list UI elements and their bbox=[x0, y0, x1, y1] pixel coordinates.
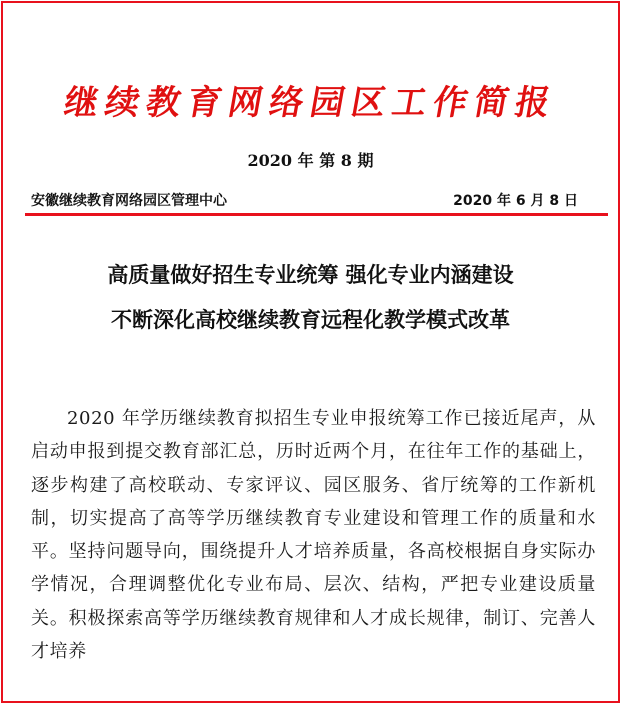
article-body: 2020 年学历继续教育拟招生专业申报统筹工作已接近尾声，从启动申报到提交教育部汇总，历时近两个月，在往年工作的基础上，逐步构建了高校联动、专家评议、园区服务、省厅统筹的工作新机制，切实提高了高等学历继续教育专业建设和管理工作的质量和水平。坚持问题导向，围绕提升人才培养质量，各高校根据自身实际办学情况，合理调整优化专业布局、层次、结构，严把专业建设质量关。积极探索高等学历继续教育规律和人才成长规律，制订、完善人才培养 bbox=[31, 408, 596, 663]
organization-name: 安徽继续教育网络园区管理中心 bbox=[31, 193, 227, 209]
meta-row bbox=[31, 190, 578, 212]
headline-line-1: 高质量做好招生专业统筹 强化专业内涵建设 bbox=[107, 263, 514, 287]
issue-number: 2020 年 第 8 期 bbox=[247, 151, 374, 170]
bulletin-frame bbox=[1, 1, 620, 703]
red-divider bbox=[25, 213, 608, 216]
masthead-title: 继续教育网络园区工作简报 bbox=[60, 83, 561, 123]
headline-line-2: 不断深化高校继续教育远程化教学模式改革 bbox=[111, 308, 510, 332]
publication-date: 2020 年 6 月 8 日 bbox=[453, 193, 578, 209]
